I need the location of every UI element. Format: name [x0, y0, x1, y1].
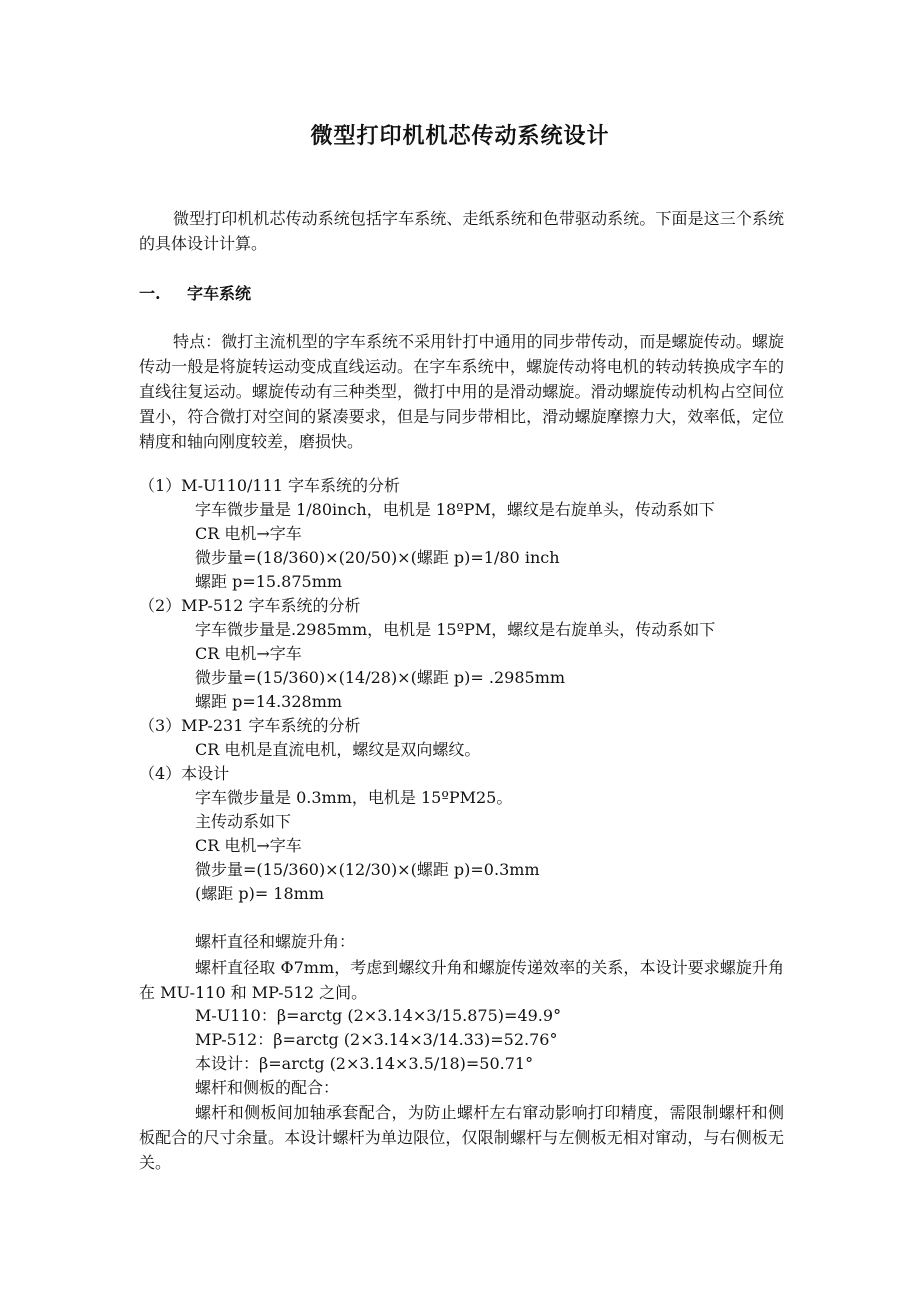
section-heading	[139, 282, 251, 306]
fit-heading: 螺杆和侧板的配合：	[195, 1078, 340, 1097]
item-heading: （3）MP-231 字车系统的分析	[139, 716, 361, 735]
item-line: CR 电机是直流电机，螺纹是双向螺纹。	[195, 740, 481, 759]
item-line: CR 电机→字车	[195, 644, 302, 663]
item-line: (螺距 p)= 18mm	[195, 884, 325, 903]
item-line: 字车微步量是 1/80inch，电机是 18ºPM，螺纹是右旋单头，传动系如下	[195, 500, 715, 519]
item-line: 螺距 p=14.328mm	[195, 692, 343, 711]
item-line: 字车微步量是 0.3mm，电机是 15ºPM25。	[195, 788, 513, 807]
screw-heading: 螺杆直径和螺旋升角：	[195, 932, 356, 951]
formula-line: M-U110：β=arctg (2×3.14×3/15.875)=49.9°	[195, 1006, 562, 1025]
section-title: 字车系统	[187, 284, 252, 303]
formula-line: MP-512：β=arctg (2×3.14×3/14.33)=52.76°	[195, 1030, 558, 1049]
item-heading: （1）M-U110/111 字车系统的分析	[139, 476, 401, 495]
formula-line: 本设计：β=arctg (2×3.14×3.5/18)=50.71°	[195, 1054, 534, 1073]
item-heading: （4）本设计	[139, 764, 230, 783]
item-line: 螺距 p=15.875mm	[195, 572, 343, 591]
screw-paragraph: 螺杆直径取 Φ7mm，考虑到螺纹升角和螺旋传递效率的关系，本设计要求螺旋升角在 MU-110 和 MP-512 之间。	[139, 958, 784, 1002]
section-number: 一.	[139, 284, 161, 303]
document-title: 微型打印机机芯传动系统设计	[310, 123, 610, 149]
intro-paragraph: 微型打印机机芯传动系统包括字车系统、走纸系统和色带驱动系统。下面是这三个系统的具体设计计算。	[139, 209, 784, 253]
item-line: 微步量=(15/360)×(14/28)×(螺距 p)= .2985mm	[195, 668, 566, 687]
item-line: 微步量=(18/360)×(20/50)×(螺距 p)=1/80 inch	[195, 548, 560, 567]
item-line: CR 电机→字车	[195, 836, 302, 855]
fit-paragraph: 螺杆和侧板间加轴承套配合，为防止螺杆左右窜动影响打印精度，需限制螺杆和侧板配合的尺寸余量。本设计螺杆为单边限位，仅限制螺杆与左侧板无相对窜动，与右侧板无关。	[139, 1103, 784, 1172]
item-heading: （2）MP-512 字车系统的分析	[139, 596, 361, 615]
features-paragraph: 特点：微打主流机型的字车系统不采用针打中通用的同步带传动，而是螺旋传动。螺旋传动一般是将旋转运动变成直线运动。在字车系统中，螺旋传动将电机的转动转换成字车的直线往复运动。螺旋传动有三种类型，微打中用的是滑动螺旋。滑动螺旋传动机构占空间位置小，符合微打对空间的紧凑要求，但是与同步带相比，滑动螺旋摩擦力大，效率低，定位精度和轴向刚度较差，磨损快。	[139, 332, 784, 451]
item-line: CR 电机→字车	[195, 524, 302, 543]
item-line: 字车微步量是.2985mm，电机是 15ºPM，螺纹是右旋单头，传动系如下	[195, 620, 716, 639]
item-line: 微步量=(15/360)×(12/30)×(螺距 p)=0.3mm	[195, 860, 540, 879]
item-line: 主传动系如下	[195, 812, 292, 831]
